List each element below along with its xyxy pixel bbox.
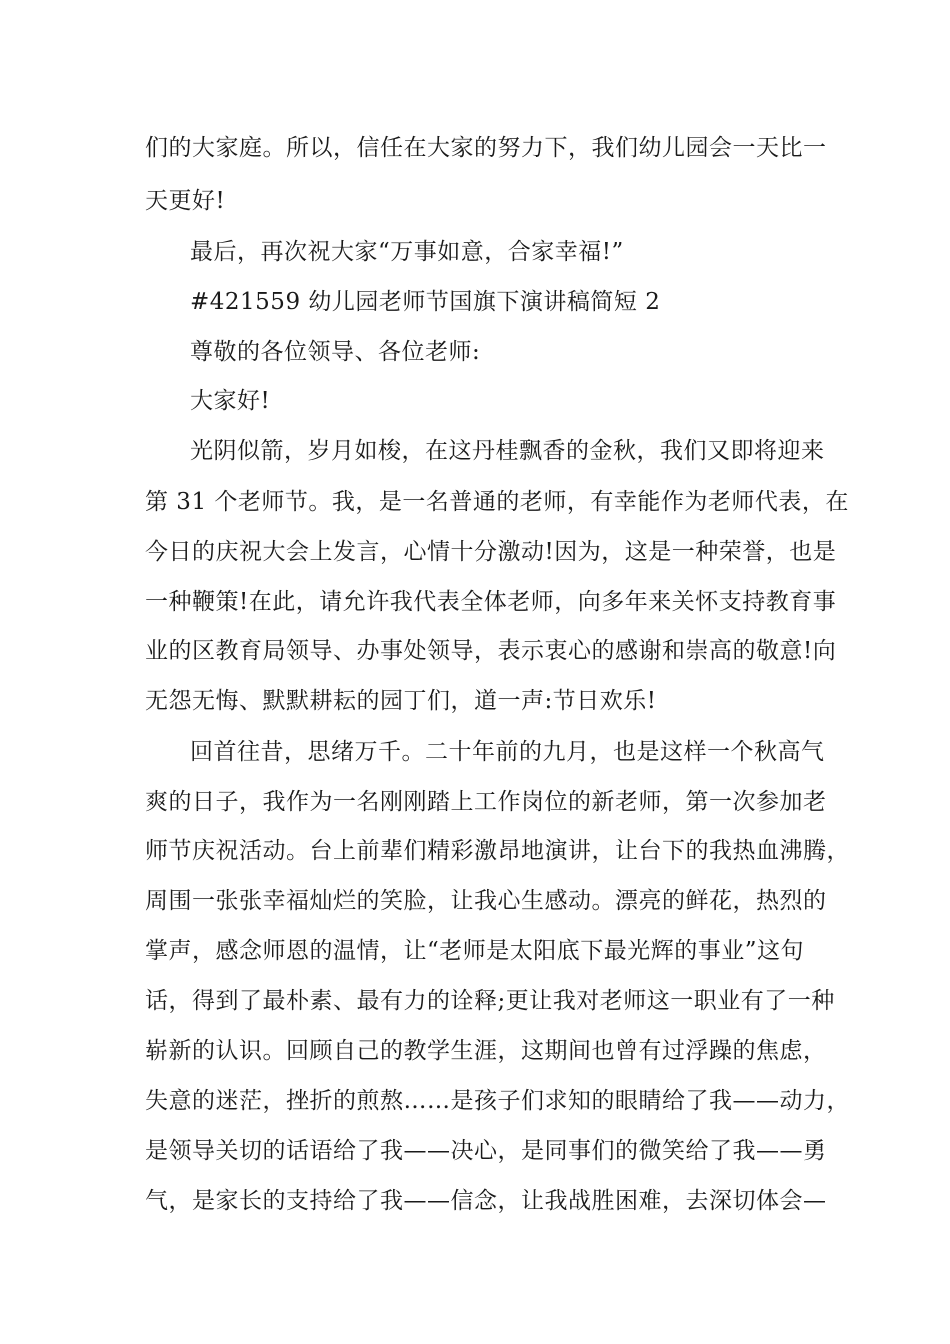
text-line: 掌声，感念师恩的温情，让“老师是太阳底下最光辉的事业”这句 (145, 938, 805, 964)
text-line: 回首往昔，思绪万千。二十年前的九月，也是这样一个秋高气 (190, 739, 825, 765)
text-line: 无怨无悔、默默耕耘的园丁们，道一声:节日欢乐! (145, 688, 657, 714)
greeting: 大家好! (190, 388, 271, 414)
text-line: 一种鞭策!在此，请允许我代表全体老师，向多年来关怀支持教育事 (145, 589, 837, 615)
text-line: 业的区教育局领导、办事处领导，表示衷心的感谢和崇高的敬意!向 (145, 638, 837, 664)
text-line: 们的大家庭。所以，信任在大家的努力下，我们幼儿园会一天比一 (145, 135, 827, 161)
text-line: 第 31 个老师节。我，是一名普通的老师，有幸能作为老师代表，在 (145, 489, 849, 515)
text-line: 光阴似箭，岁月如梭，在这丹桂飘香的金秋，我们又即将迎来 (190, 438, 825, 464)
text-line: 是领导关切的话语给了我——决心，是同事们的微笑给了我——勇 (145, 1138, 827, 1164)
text-line: 师节庆祝活动。台上前辈们精彩激昂地演讲，让台下的我热血沸腾， (145, 838, 850, 864)
text-line: 天更好! (145, 188, 226, 214)
text-line: 话，得到了最朴素、最有力的诠释;更让我对老师这一职业有了一种 (145, 988, 835, 1014)
text-line: 最后，再次祝大家“万事如意，合家幸福!” (190, 239, 624, 265)
text-line: 今日的庆祝大会上发言，心情十分激动!因为，这是一种荣誉，也是 (145, 539, 837, 565)
text-line: 崭新的认识。回顾自己的教学生涯，这期间也曾有过浮躁的焦虑， (145, 1038, 827, 1064)
section-heading: #421559 幼儿园老师节国旗下演讲稿简短 2 (190, 289, 661, 315)
text-line: 气，是家长的支持给了我——信念，让我战胜困难，去深切体会— (145, 1188, 827, 1214)
salutation: 尊敬的各位领导、各位老师: (190, 339, 481, 365)
text-line: 周围一张张幸福灿烂的笑脸，让我心生感动。漂亮的鲜花，热烈的 (145, 888, 827, 914)
text-line: 失意的迷茫，挫折的煎熬……是孩子们求知的眼睛给了我——动力， (145, 1088, 850, 1114)
text-line: 爽的日子，我作为一名刚刚踏上工作岗位的新老师，第一次参加老 (145, 789, 827, 815)
